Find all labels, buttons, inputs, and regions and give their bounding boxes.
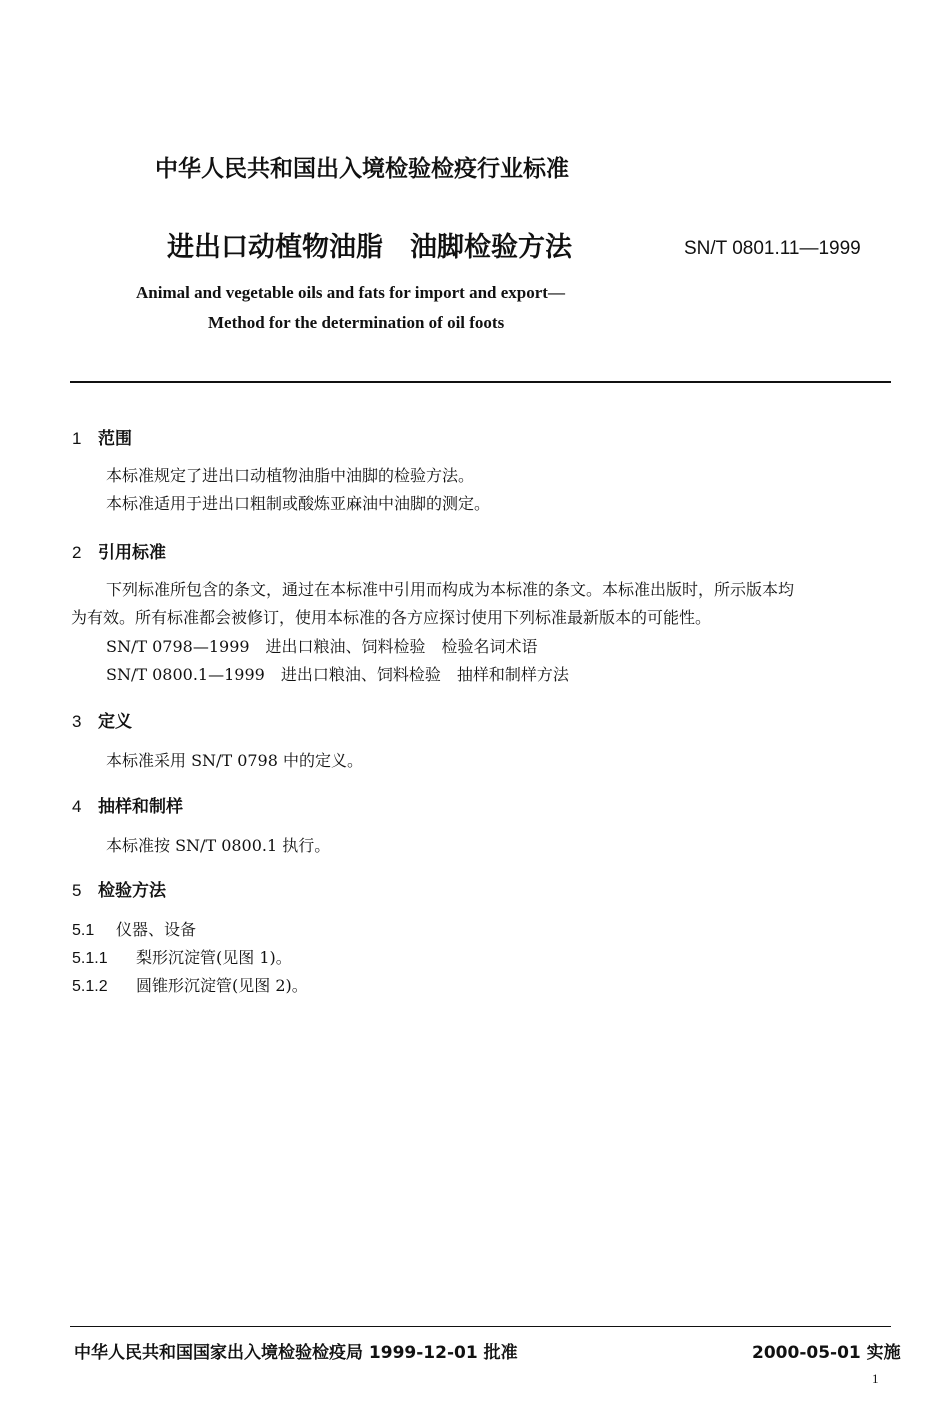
english-title-line2: Method for the determination of oil foots <box>208 313 505 332</box>
section-1-paragraph-1: 本标准规定了进出口动植物油脂中油脚的检验方法。 <box>106 466 475 485</box>
subsection-number: 5.1 <box>72 922 95 939</box>
section-number: 2 <box>72 543 82 562</box>
subsection-5-1 <box>72 917 196 940</box>
section-4-heading <box>72 792 183 817</box>
page-number: 1 <box>872 1371 879 1386</box>
effective-date: 2000-05-01 实施 <box>752 1343 901 1363</box>
section-title: 引用标准 <box>98 543 166 563</box>
section-title: 范围 <box>98 429 132 449</box>
subsection-5-1-1 <box>72 945 292 968</box>
subsection-text: 仪器、设备 <box>116 920 197 939</box>
approval-statement: 中华人民共和国国家出入境检验检疫局 1999-12-01 批准 <box>74 1343 518 1363</box>
subsection-5-1-2 <box>72 973 308 996</box>
reference-item-1: SN/T 0798—1999 进出口粮油、饲料检验 检验名词术语 <box>106 637 538 656</box>
english-title-line1: Animal and vegetable oils and fats for import and export— <box>136 283 565 302</box>
section-4-paragraph: 本标准按 SN/T 0800.1 执行。 <box>106 836 331 855</box>
section-1-paragraph-2: 本标准适用于进出口粗制或酸炼亚麻油中油脚的测定。 <box>106 494 491 513</box>
subsection-text: 圆锥形沉淀管(见图 2)。 <box>136 976 308 995</box>
footer-divider <box>70 1326 891 1327</box>
document-title: 进出口动植物油脂 油脚检验方法 <box>167 232 572 263</box>
subsection-number: 5.1.1 <box>72 950 108 967</box>
section-3-paragraph: 本标准采用 SN/T 0798 中的定义。 <box>106 751 364 770</box>
section-title: 抽样和制样 <box>98 797 183 817</box>
standard-code: SN/T 0801.11—1999 <box>684 238 861 259</box>
section-title: 检验方法 <box>98 881 166 901</box>
org-header: 中华人民共和国出入境检验检疫行业标准 <box>155 156 569 182</box>
section-number: 5 <box>72 881 82 900</box>
subsection-text: 梨形沉淀管(见图 1)。 <box>136 948 292 967</box>
section-number: 1 <box>72 429 82 448</box>
section-1-heading <box>72 424 132 449</box>
section-3-heading <box>72 707 132 732</box>
header-divider <box>70 381 891 383</box>
section-title: 定义 <box>98 712 132 732</box>
section-number: 4 <box>72 797 82 816</box>
section-2-paragraph-line2: 为有效。所有标准都会被修订，使用本标准的各方应探讨使用下列标准最新版本的可能性。 <box>71 608 712 627</box>
section-2-heading <box>72 538 166 563</box>
section-2-paragraph-line1: 下列标准所包含的条文，通过在本标准中引用而构成为本标准的条文。本标准出版时，所示版本均 <box>106 580 795 599</box>
reference-item-2: SN/T 0800.1—1999 进出口粮油、饲料检验 抽样和制样方法 <box>106 665 569 684</box>
section-5-heading <box>72 876 166 901</box>
section-number: 3 <box>72 712 82 731</box>
subsection-number: 5.1.2 <box>72 978 108 995</box>
